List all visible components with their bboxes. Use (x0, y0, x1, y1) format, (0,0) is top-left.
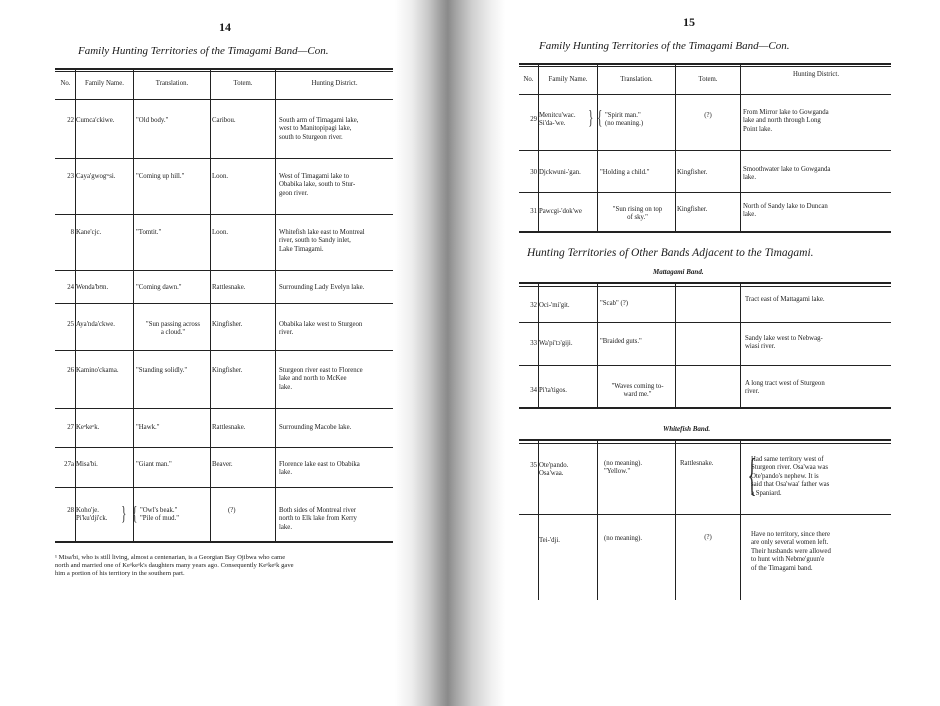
translation: "Owl's beak." "Pile of mud." (140, 507, 179, 523)
right-brace: } (588, 107, 594, 129)
row-number: 8 (70, 229, 74, 236)
family-name: Caya'gwogʷsi. (76, 173, 116, 180)
page-number: 14 (219, 20, 231, 34)
translation: "Coming dawn." (136, 284, 182, 291)
totem: Loon. (212, 173, 229, 180)
family-name: Oci-'mi'git. (539, 302, 570, 309)
family-name: Menitcu'wac. Si'da-'we. (539, 112, 576, 128)
hunting-district: Smoothwater lake to Gowganda lake. (743, 166, 831, 182)
hunting-district: Surrounding Macobe lake. (279, 424, 352, 431)
header-translation: Translation. (620, 76, 653, 83)
row-number: 23 (67, 173, 74, 180)
hunting-district: From Mirror lake to Gowganda lake and north through Long Point lake. (743, 109, 829, 133)
totem: Loon. (212, 229, 229, 236)
hunting-district: Whitefish lake east to Montreal river, south to Sandy inlet, Lake Timagami. (279, 229, 365, 253)
row-number: 27a (64, 461, 74, 468)
totem: Kingfisher. (212, 367, 243, 374)
totem: (?) (228, 507, 236, 514)
family-name: Ote'pando. Osa'waa. (539, 462, 569, 478)
totem: Kingfisher. (677, 206, 708, 213)
translation: "Sun rising on top of sky." (612, 206, 663, 222)
translation: "Scab" (?) (600, 300, 629, 307)
header-totem: Totem. (698, 76, 718, 83)
family-name: Tei-'dji. (539, 537, 560, 544)
row-number: 31 (530, 208, 537, 215)
totem: Rattlesnake. (680, 460, 714, 467)
totem: Rattlesnake. (212, 424, 246, 431)
row-number: 26 (67, 367, 74, 374)
totem: Beaver. (212, 461, 233, 468)
translation: (no meaning). (604, 535, 643, 542)
family-name: Aya'nda'ckwe. (76, 321, 116, 328)
hunting-district: Have no territory, since there are only several women left. Their husbands were allowed to hunt with Nebme'guun'e of the Timagami band. (751, 531, 831, 572)
hunting-district: Sandy lake west to Nebwag- wiasi river. (745, 335, 823, 351)
totem: Rattlesnake. (212, 284, 246, 291)
translation: "Giant man." (136, 461, 172, 468)
translation: "Holding a child." (600, 169, 650, 176)
page-title: Family Hunting Territories of the Timagami Band—Con. (539, 40, 790, 52)
page-number: 15 (683, 15, 695, 29)
row-number: 30 (530, 169, 537, 176)
totem: (?) (704, 112, 712, 119)
hunting-district: Surrounding Lady Evelyn lake. (279, 284, 365, 291)
row-number: 32 (530, 302, 537, 309)
right-brace: } (121, 503, 127, 525)
translation: "Old body." (136, 117, 169, 124)
header-hunting-district: Hunting District. (792, 71, 840, 78)
family-name: Misa'bi. (76, 461, 98, 468)
totem: Kingfisher. (212, 321, 243, 328)
totem: Caribou. (212, 117, 236, 124)
row-number: 35 (530, 462, 537, 469)
translation: "Tomtit." (136, 229, 162, 236)
band-title: Whitefish Band. (663, 425, 711, 433)
translation: "Waves coming to- ward me." (611, 383, 664, 399)
family-name: Pi'ta'tigos. (539, 387, 567, 394)
hunting-district: Florence lake east to Obabika lake. (279, 461, 360, 477)
header-no: No. (523, 76, 534, 83)
hunting-district: Sturgeon river east to Florence lake and north to McKee lake. (279, 367, 363, 391)
family-name: Keᵒkeᵒk. (76, 424, 100, 431)
family-name: Wa'pi'tɔ'giji. (539, 340, 573, 347)
row-number: 27 (67, 424, 74, 431)
left-page (0, 0, 420, 706)
left-brace: { (132, 503, 138, 525)
translation: (no meaning). "Yellow." (604, 460, 643, 476)
row-number: 29 (530, 116, 537, 123)
translation: "Braided guts." (600, 338, 642, 345)
translation: "Standing solidly." (136, 367, 188, 374)
right-page (505, 0, 940, 706)
row-number: 34 (530, 387, 537, 394)
header-family-name: Family Name. (548, 76, 588, 83)
header-totem: Totem. (233, 80, 253, 87)
row-number: 22 (67, 117, 74, 124)
header-no: No. (60, 80, 71, 87)
hunting-district: South arm of Timagami lake, west to Manitopipagi lake, south to Sturgeon river. (279, 117, 359, 141)
header-family-name: Family Name. (85, 80, 124, 87)
footnote: ¹ Misa'bi, who is still living, almost a centenarian, is a Georgian Bay Ojibwa who came north and married one of Keᵒkeᵒk's daughters many years ago. Consequently Keᵒkeᵒk gave him a portion of his territory in the southern part. (55, 554, 294, 577)
hunting-district: West of Timagami lake to Obabika lake, south to Stur- geon river. (279, 173, 356, 197)
totem: (?) (704, 534, 712, 541)
hunting-district: Obabika lake west to Sturgeon river. (279, 321, 363, 337)
translation: "Sun passing across a cloud." (145, 321, 201, 337)
translation: "Hawk." (136, 424, 160, 431)
row-number: 28 (67, 507, 74, 514)
row-number: 33 (530, 340, 537, 347)
family-name: Kane'cjc. (76, 229, 102, 236)
page-title: Family Hunting Territories of the Timagami Band—Con. (78, 45, 329, 57)
translation: "Spirit man." (no meaning.) (605, 112, 644, 128)
hunting-district: Both sides of Montreal river north to Elk lake from Kerry lake. (279, 507, 357, 531)
row-number: 24 (67, 284, 74, 291)
hunting-district: A long tract west of Sturgeon river. (745, 380, 825, 396)
family-name: Djckwuni-'gan. (539, 169, 581, 176)
row-number: 25 (67, 321, 74, 328)
hunting-district: North of Sandy lake to Duncan lake. (743, 203, 828, 219)
family-name: Pawcgi-'dok'we (539, 208, 582, 215)
family-name: Wenda'bʊn. (76, 284, 109, 291)
family-name: Kamino'ckama. (76, 367, 119, 374)
header-hunting-district: Hunting District. (311, 80, 358, 87)
left-brace: { (597, 107, 603, 129)
hunting-district: Tract east of Mattagami lake. (745, 296, 825, 303)
header-translation: Translation. (155, 80, 189, 87)
band-title: Mattagami Band. (653, 268, 704, 276)
translation: "Coming up hill." (136, 173, 185, 180)
left-brace: { (747, 449, 757, 500)
totem: Kingfisher. (677, 169, 708, 176)
hunting-district: Had same territory west of Sturgeon river. Osa'waa was Ote'pando's nephew. It is said that Osa'waa' father was a Spaniard. (751, 456, 830, 497)
family-name: Cumca'ckiwe. (76, 117, 115, 124)
family-name: Koho'je. Pi'ku'dji'ck. (76, 507, 108, 523)
section-title: Hunting Territories of Other Bands Adjacent to the Timagami. (527, 247, 814, 259)
